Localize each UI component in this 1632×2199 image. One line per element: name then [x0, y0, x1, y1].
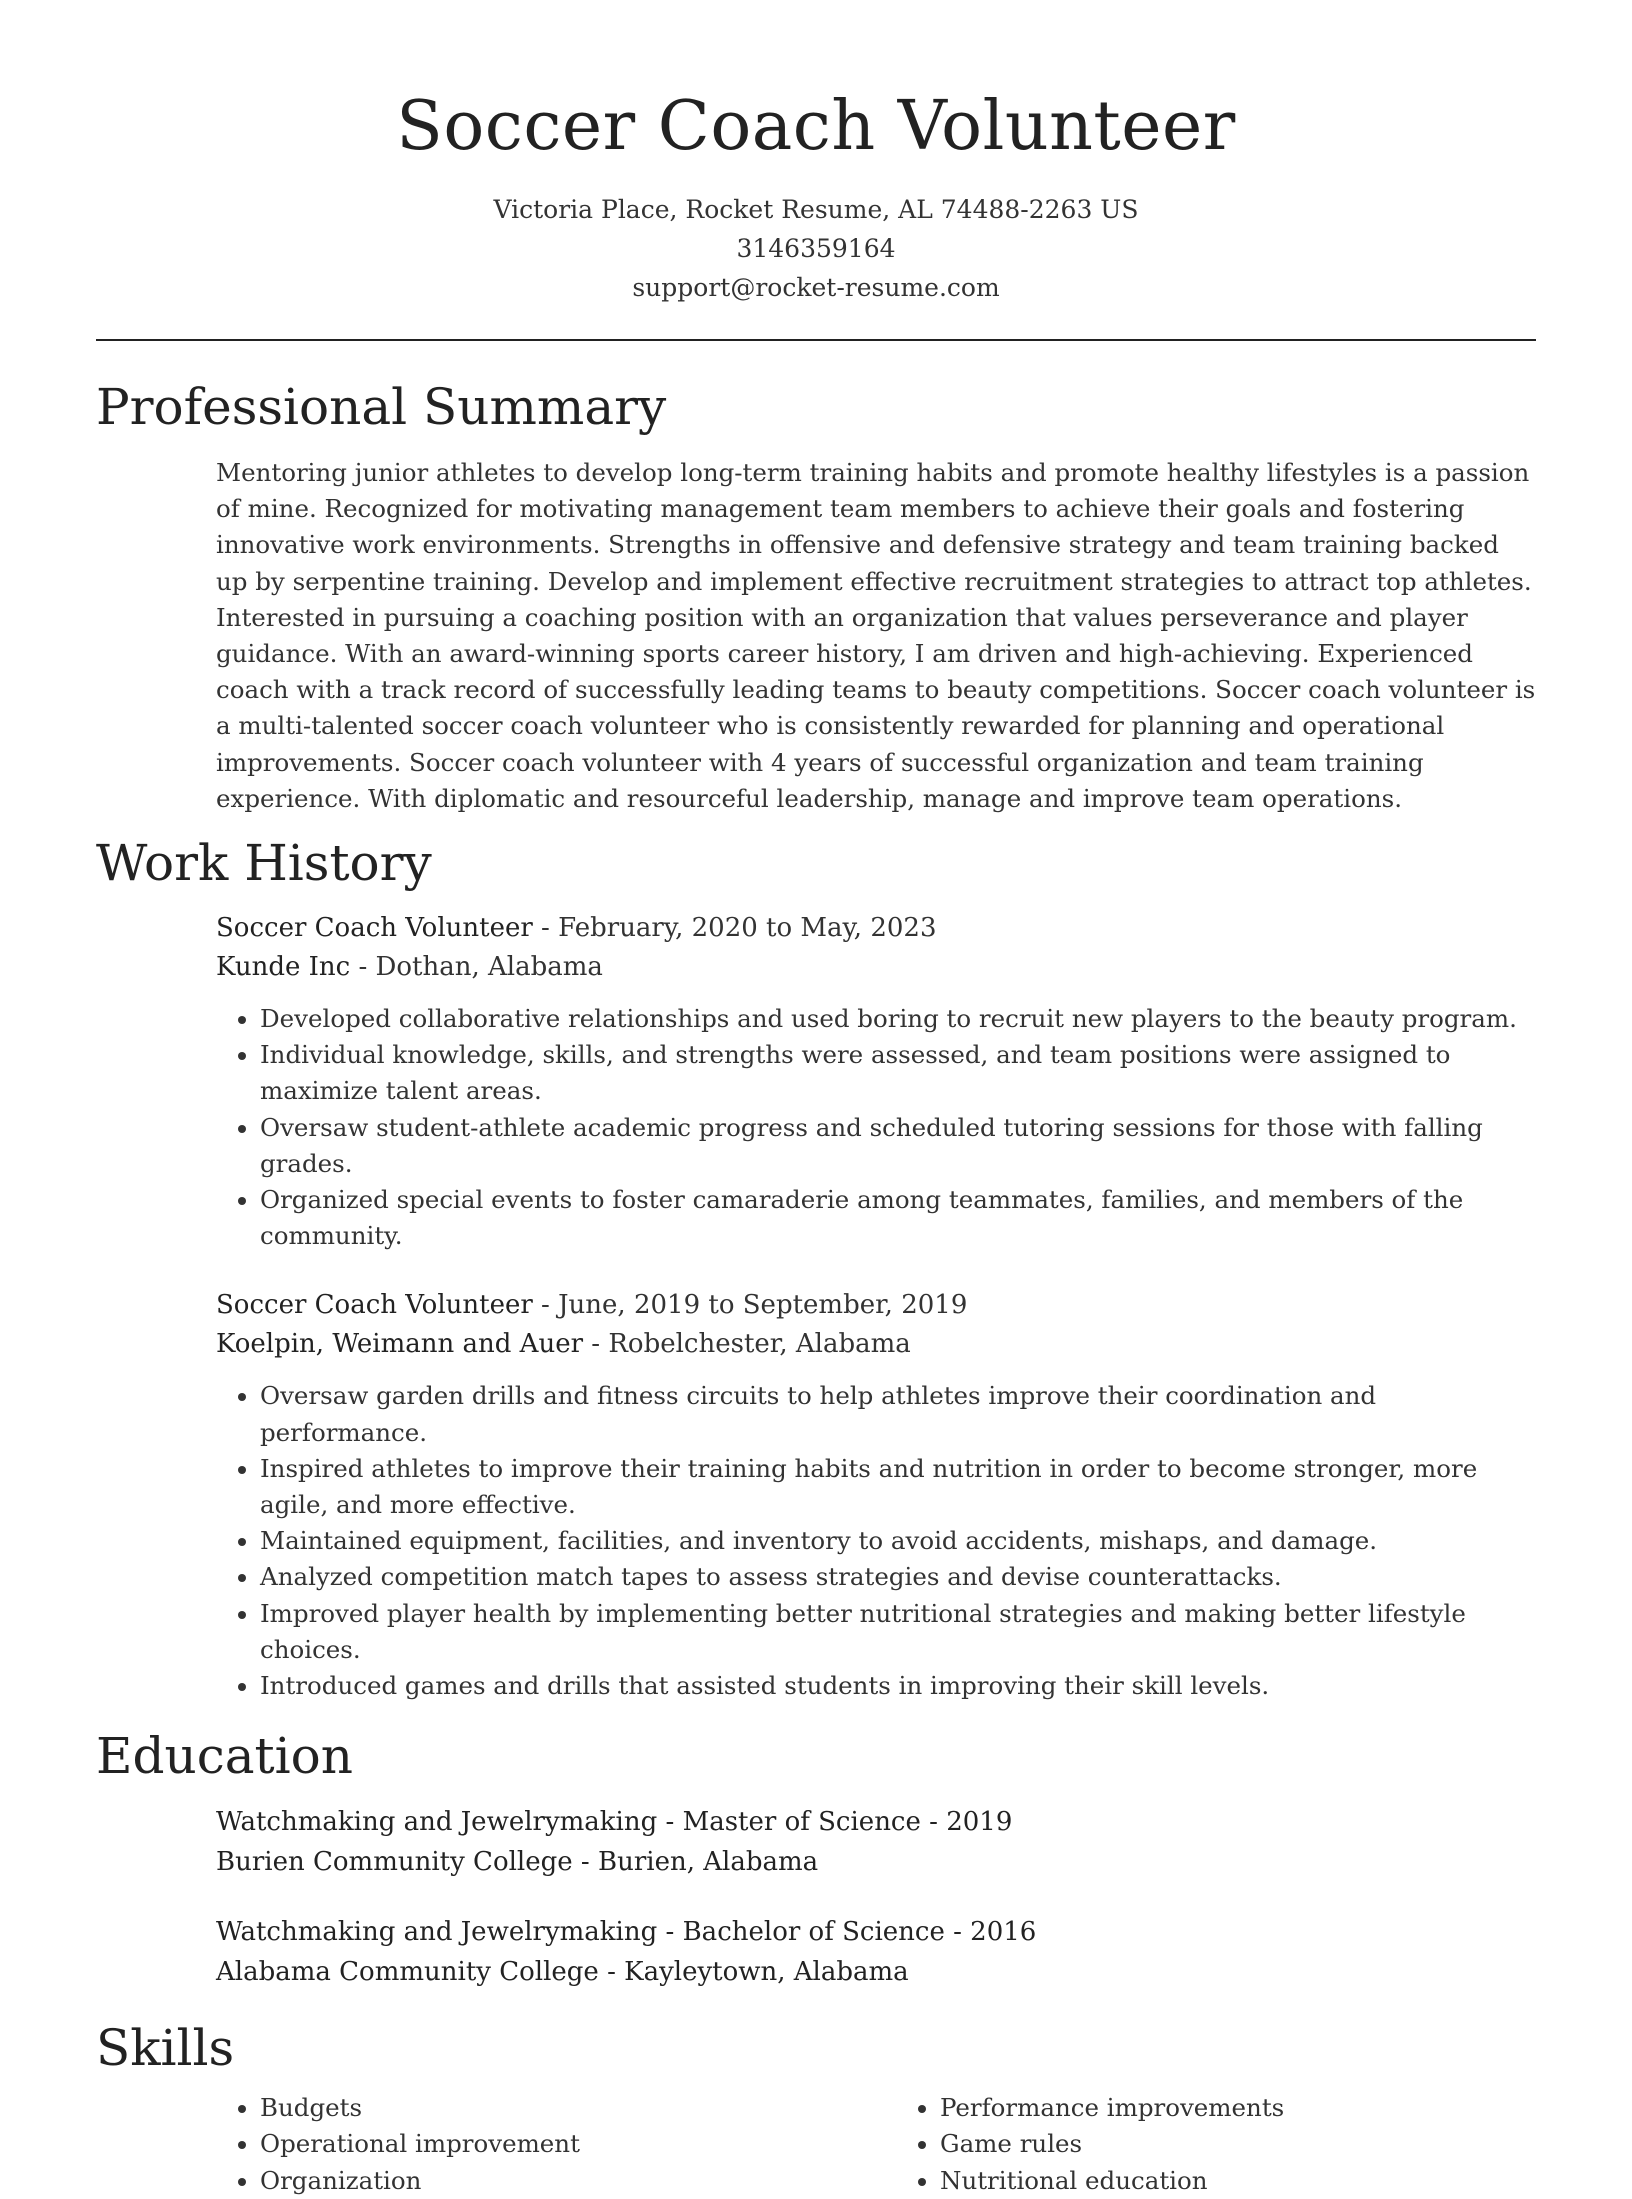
phone: 3146359164: [736, 234, 896, 263]
list-item: • Nutritional education: [940, 2163, 1536, 2199]
work-history-title: Work History: [96, 834, 432, 893]
job-company-line: [216, 1325, 1536, 1364]
job-entry: [216, 1286, 1536, 1704]
list-item: • Budgets: [260, 2090, 856, 2126]
list-item: • Inspired athletes to improve their training habits and nutrition in order to become stronger, more agile, and more effective.: [260, 1451, 1536, 1523]
list-item: • Game rules: [940, 2126, 1536, 2162]
address: Victoria Place, Rocket Resume, AL 74488-2263 US: [493, 195, 1139, 224]
education-degree-line: [216, 1802, 1536, 1842]
job-company: Kunde Inc: [216, 952, 351, 983]
header-divider: [96, 339, 1536, 341]
education-location: - Kayleytown, Alabama: [598, 1957, 909, 1988]
list-item: • Improved player health by implementing better nutritional strategies and making better lifestyle choices.: [260, 1596, 1536, 1668]
candidate-name: Soccer Coach Volunteer: [396, 87, 1236, 166]
resume-header: [0, 0, 1632, 307]
work-history-section: [0, 831, 1632, 1704]
education-school: Alabama Community College: [216, 1957, 599, 1988]
list-item: • Individual knowledge, skills, and strengths were assessed, and team positions were assigned to maximize talent areas.: [260, 1037, 1536, 1109]
list-item: • Developed collaborative relationships and used boring to recruit new players to the beauty program.: [260, 1001, 1536, 1037]
job-bullets: [216, 1378, 1536, 1704]
skills-list-left: [216, 2090, 856, 2199]
job-title-line: [216, 909, 1536, 948]
skills-grid: [216, 2090, 1536, 2199]
list-item: • Performance improvements: [940, 2090, 1536, 2126]
summary-title: Professional Summary: [96, 378, 667, 436]
job-location: - Dothan, Alabama: [350, 952, 603, 983]
education-year: - 2019: [920, 1807, 1013, 1838]
education-degree: - Master of Science: [657, 1807, 921, 1838]
skills-list-right: [896, 2090, 1536, 2199]
education-location: - Burien, Alabama: [572, 1847, 819, 1878]
job-company-line: [216, 948, 1536, 987]
education-field: Watchmaking and Jewelrymaking: [216, 1807, 658, 1838]
education-title: Education: [96, 1727, 353, 1786]
education-year: - 2016: [944, 1917, 1037, 1948]
education-school-line: [216, 1842, 1536, 1882]
summary-text: Mentoring junior athletes to develop long-term training habits and promote healthy lifestyles is a passion of mine. Recognized for motivating management team members to achieve their goals and fostering innovative work environments. Strengths in offensive and defensive strategy and team training backed up by serpentine training. Develop and implement effective recruitment strategies to attract top athletes. Interested in pursuing a coaching position with an organization that values perseverance and player guidance. With an award-winning sports career history, I am driven and high-achieving. Experienced coach with a track record of successfully leading teams to beauty competitions. Soccer coach volunteer is a multi-talented soccer coach volunteer who is consistently rewarded for planning and operational improvements. Soccer coach volunteer with 4 years of successful organization and team training experience. With diplomatic and resourceful leadership, manage and improve team operations.: [216, 458, 1536, 813]
list-item: • Analyzed competition match tapes to assess strategies and devise counterattacks.: [260, 1559, 1536, 1595]
education-school-line: [216, 1952, 1536, 1992]
summary-section: [0, 375, 1632, 817]
education-entry: [216, 1802, 1536, 1882]
contact-block: [0, 190, 1632, 307]
email: support@rocket-resume.com: [632, 273, 1000, 302]
education-school: Burien Community College: [216, 1847, 573, 1878]
job-dates: - June, 2019 to September, 2019: [532, 1290, 968, 1321]
job-role: Soccer Coach Volunteer: [216, 913, 533, 944]
list-item: • Organized special events to foster camaraderie among teammates, families, and members of the community.: [260, 1182, 1536, 1254]
job-location: - Robelchester, Alabama: [583, 1329, 911, 1360]
list-item: • Organization: [260, 2163, 856, 2199]
job-entry: [216, 909, 1536, 1254]
job-bullets: [216, 1001, 1536, 1254]
list-item: • Maintained equipment, facilities, and inventory to avoid accidents, mishaps, and damage.: [260, 1523, 1536, 1559]
list-item: • Oversaw garden drills and fitness circuits to help athletes improve their coordination and performance.: [260, 1378, 1536, 1450]
list-item: • Oversaw student-athlete academic progress and scheduled tutoring sessions for those with falling grades.: [260, 1110, 1536, 1182]
job-dates: - February, 2020 to May, 2023: [532, 913, 937, 944]
job-title-line: [216, 1286, 1536, 1325]
skills-title: Skills: [96, 2019, 235, 2078]
education-degree-line: [216, 1912, 1536, 1952]
skills-section: [0, 2016, 1632, 2199]
list-item: • Introduced games and drills that assisted students in improving their skill levels.: [260, 1668, 1536, 1704]
education-section: [0, 1724, 1632, 1992]
list-item: • Operational improvement: [260, 2126, 856, 2162]
education-entry: [216, 1912, 1536, 1992]
education-degree: - Bachelor of Science: [657, 1917, 945, 1948]
job-company: Koelpin, Weimann and Auer: [216, 1329, 584, 1360]
job-role: Soccer Coach Volunteer: [216, 1290, 533, 1321]
education-field: Watchmaking and Jewelrymaking: [216, 1917, 658, 1948]
